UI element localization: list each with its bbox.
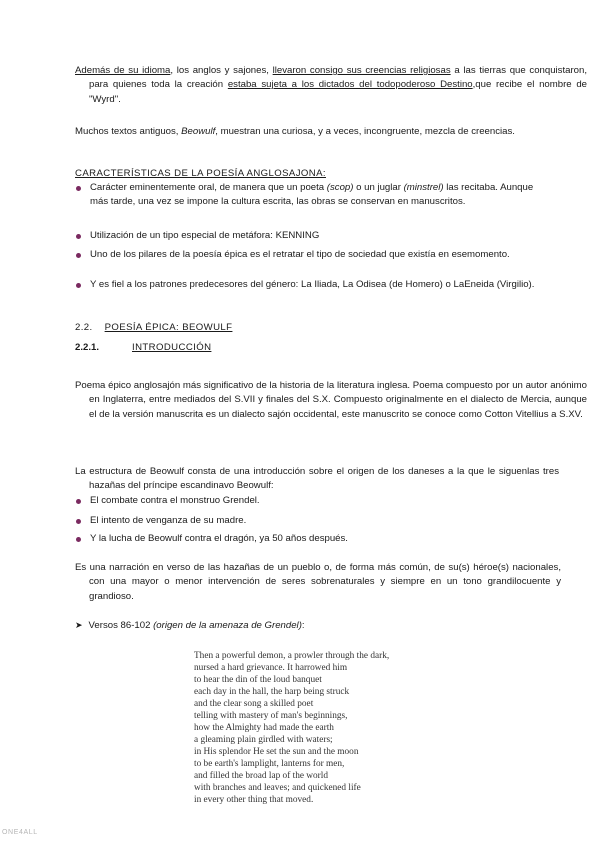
underlined-phrase: estaba sujeta a los dictados del todopoderoso Destino bbox=[227, 79, 473, 91]
underlined-phrase: llevaron consigo sus creencias religiosas bbox=[272, 65, 451, 76]
poem-line: nursed a hard grievance. It harrowed him bbox=[194, 663, 348, 673]
bullet-icon bbox=[76, 186, 81, 191]
verses-heading: ➤ Versos 86-102 (origen de la amenaza de Grendel): bbox=[75, 620, 305, 631]
structure-paragraph: La estructura de Beowulf consta de una introducción sobre el origen de los daneses a la que le siguenlas tres hazañas del príncipe escandinavo Beowulf: bbox=[75, 466, 559, 492]
poem-line: to be earth's lamplight, lanterns for men, bbox=[194, 759, 345, 769]
bullet-icon bbox=[76, 499, 81, 504]
characteristics-heading: CARACTERÍSTICAS DE LA POESÍA ANGLOSAJONA: bbox=[75, 168, 326, 179]
subsection-title: INTRODUCCIÓN bbox=[132, 342, 212, 353]
poem-line: and the clear song a skilled poet bbox=[194, 699, 314, 709]
bullet-icon bbox=[76, 253, 81, 258]
beowulf-beliefs-paragraph: Muchos textos antiguos, Beowulf, muestran una curiosa, y a veces, incongruente, mezcla de creencias. bbox=[75, 126, 515, 137]
definition-paragraph: Es una narración en verso de las hazañas de un pueblo o, de forma más común, de su(s) héroe(s) nacionales, con una mayor o menor intervención de seres sobrenaturales y siempre en un tono grandilocuente y grandioso. bbox=[75, 562, 561, 602]
list-item: Uno de los pilares de la poesía épica es el retratar el tipo de sociedad que existía en esemomento. bbox=[75, 248, 545, 262]
arrow-icon: ➤ bbox=[75, 620, 83, 630]
poem-line: a gleaming plain girdled with waters; bbox=[194, 735, 333, 745]
poem-excerpt bbox=[194, 650, 454, 806]
poem-line: each day in the hall, the harp being struck bbox=[194, 687, 350, 697]
subsection-number: 2.2.1. bbox=[75, 342, 100, 353]
underlined-phrase: Además de su idioma bbox=[75, 65, 171, 76]
list-item: Utilización de un tipo especial de metáfora: KENNING bbox=[75, 229, 545, 243]
list-item: El intento de venganza de su madre. bbox=[75, 514, 545, 528]
bullet-icon bbox=[76, 537, 81, 542]
list-item: Y la lucha de Beowulf contra el dragón, ya 50 años después. bbox=[75, 532, 545, 546]
introduction-paragraph: Poema épico anglosajón más significativo de la historia de la literatura inglesa. Poema compuesto por un autor anónimo en Inglaterra, entre mediados del S.VII y finales del S.X. Compuesto originalmente en el dialecto de Mercia, aunque el de la versión manuscrita es un dialecto sajón occidental, este manuscrito se conoce como Cotton Vitellius a S.XV. bbox=[75, 380, 587, 420]
list-item: Y es fiel a los patrones predecesores del género: La Iliada, La Odisea (de Homero) o LaEneida (Virgilio). bbox=[75, 278, 545, 292]
poem-line: telling with mastery of man's beginnings, bbox=[194, 711, 348, 721]
watermark: ONE4ALL bbox=[2, 829, 38, 836]
poem-line: to hear the din of the loud banquet bbox=[194, 675, 322, 685]
intro-paragraph: Además de su idioma, los anglos y sajones, llevaron consigo sus creencias religiosas a las tierras que conquistaron, para quienes toda la creación estaba sujeta a los dictados del todopoderoso Destino,que recibe el nombre de "Wyrd". bbox=[75, 65, 587, 105]
poem-line: in His splendor He set the sun and the moon bbox=[194, 747, 359, 757]
poem-line: and filled the broad lap of the world bbox=[194, 771, 328, 781]
list-item: Carácter eminentemente oral, de manera que un poeta (scop) o un juglar (minstrel) las recitaba. Aunque más tarde, una vez se impone la cultura escrita, las obras se conservan en manuscritos. bbox=[75, 181, 545, 210]
list-item: El combate contra el monstruo Grendel. bbox=[75, 494, 545, 508]
bullet-icon bbox=[76, 283, 81, 288]
poem-line: how the Almighty had made the earth bbox=[194, 723, 334, 733]
poem-line: Then a powerful demon, a prowler through the dark, bbox=[194, 651, 390, 661]
poem-line: with branches and leaves; and quickened life bbox=[194, 783, 361, 793]
poem-line: in every other thing that moved. bbox=[194, 795, 314, 805]
bullet-icon bbox=[76, 234, 81, 239]
bullet-icon bbox=[76, 519, 81, 524]
section-heading: 2.2. POESÍA ÉPICA: BEOWULF bbox=[75, 322, 233, 333]
